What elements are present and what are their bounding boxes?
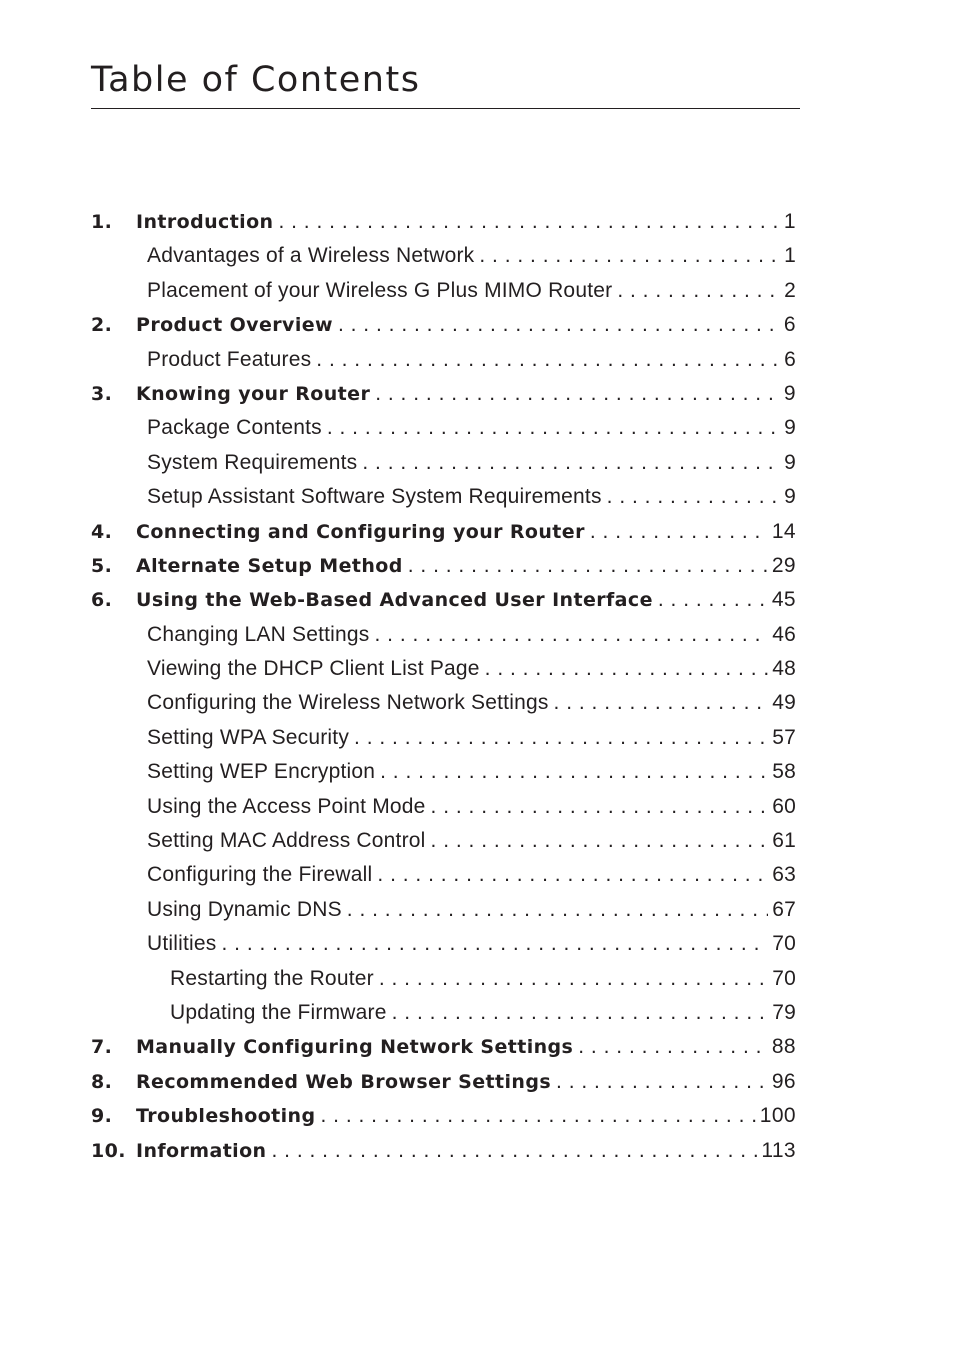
toc-section[interactable]: [91, 927, 796, 961]
toc-entry-label: Knowing your Router: [136, 382, 371, 405]
toc-entry-label: Updating the Firmware: [170, 1000, 387, 1024]
toc-section[interactable]: [91, 239, 796, 273]
toc-section[interactable]: [91, 858, 796, 892]
toc-entry-page-number: 57: [772, 725, 796, 749]
toc-section[interactable]: [91, 411, 796, 445]
toc-entry-label: Setting WEP Encryption: [147, 760, 376, 784]
toc-entry-label: System Requirements: [147, 450, 358, 474]
toc-entry-page-number: 9: [783, 381, 796, 405]
toc-entry-number: 2.: [91, 314, 113, 337]
toc-dot-leader: [327, 411, 780, 445]
toc-entry-label: Introduction: [136, 211, 274, 233]
toc-entry-label: Changing LAN Settings: [147, 622, 370, 646]
toc-dot-leader: [392, 996, 769, 1030]
toc-entry-page-number: 61: [772, 829, 796, 853]
toc-chapter[interactable]: [91, 549, 796, 583]
toc-dot-leader: [354, 721, 768, 755]
toc-entry-label: Setup Assistant Software System Requirements: [147, 485, 602, 509]
toc-entry-label: Viewing the DHCP Client List Page: [147, 657, 480, 681]
toc-entry-page-number: 88: [771, 1035, 796, 1059]
toc-entry-label: Setting MAC Address Control: [147, 829, 426, 853]
toc-section[interactable]: [91, 618, 796, 652]
toc-dot-leader: [431, 790, 769, 824]
toc-dot-leader: [347, 893, 768, 927]
toc-entry-number: 10.: [91, 1139, 126, 1162]
toc-section[interactable]: [91, 446, 796, 480]
toc-entry-label: Placement of your Wireless G Plus MIMO Router: [147, 278, 613, 302]
toc-dot-leader: [380, 755, 768, 789]
toc-chapter[interactable]: [91, 515, 796, 549]
toc-chapter[interactable]: [91, 1134, 796, 1168]
toc-entry-page-number: 49: [772, 691, 796, 715]
toc-entry-label: Manually Configuring Network Settings: [136, 1036, 574, 1059]
toc-dot-leader: [431, 824, 769, 858]
toc-entry-page-number: 48: [772, 657, 796, 681]
toc-section[interactable]: [91, 893, 796, 927]
toc-entry-number: 1.: [91, 211, 113, 233]
toc-dot-leader: [377, 858, 768, 892]
toc-entry-number: 7.: [91, 1036, 113, 1059]
toc-chapter[interactable]: [91, 308, 796, 342]
toc-entry-page-number: 14: [771, 519, 796, 543]
toc-section[interactable]: [91, 962, 796, 996]
toc-dot-leader: [479, 239, 780, 273]
toc-dot-leader: [379, 962, 768, 996]
toc-section[interactable]: [91, 343, 796, 377]
toc-dot-leader: [375, 377, 780, 411]
toc-section[interactable]: [91, 824, 796, 858]
page-title: Table of Contents: [91, 60, 421, 100]
toc-dot-leader: [554, 686, 769, 720]
toc-entry-label: Using the Access Point Mode: [147, 794, 426, 818]
toc-entry-label: Using Dynamic DNS: [147, 897, 342, 921]
toc-dot-leader: [607, 480, 780, 514]
toc-entry-page-number: 1: [784, 244, 796, 268]
toc-entry-label: Troubleshooting: [136, 1105, 316, 1128]
toc-entry-page-number: 70: [772, 966, 796, 990]
table-of-contents: [91, 205, 796, 1168]
toc-entry-page-number: 96: [771, 1069, 796, 1093]
toc-entry-label: Alternate Setup Method: [136, 554, 403, 577]
toc-entry-label: Setting WPA Security: [147, 725, 350, 749]
toc-entry-page-number: 70: [772, 932, 796, 956]
toc-dot-leader: [278, 205, 779, 239]
toc-dot-leader: [408, 549, 768, 583]
toc-entry-page-number: 9: [784, 416, 796, 440]
toc-entry-label: Using the Web-Based Advanced User Interface: [136, 589, 653, 612]
toc-chapter[interactable]: [91, 1099, 796, 1133]
toc-entry-number: 4.: [91, 520, 113, 543]
toc-dot-leader: [338, 308, 780, 342]
toc-section[interactable]: [91, 755, 796, 789]
toc-dot-leader: [590, 515, 768, 549]
toc-entry-label: Advantages of a Wireless Network: [147, 244, 475, 268]
toc-chapter[interactable]: [91, 205, 796, 239]
toc-entry-page-number: 9: [784, 485, 796, 509]
toc-section[interactable]: [91, 652, 796, 686]
toc-dot-leader: [362, 446, 780, 480]
toc-chapter[interactable]: [91, 583, 796, 617]
toc-entry-page-number: 60: [772, 794, 796, 818]
title-divider: [91, 108, 800, 109]
toc-entry-page-number: 6: [783, 313, 796, 337]
toc-entry-label: Product Overview: [136, 314, 333, 337]
toc-section[interactable]: [91, 721, 796, 755]
toc-dot-leader: [485, 652, 769, 686]
toc-entry-label: Product Features: [147, 347, 312, 371]
toc-entry-number: 3.: [91, 382, 113, 405]
toc-entry-number: 9.: [91, 1105, 113, 1128]
toc-entry-label: Restarting the Router: [170, 966, 374, 990]
toc-entry-label: Configuring the Firewall: [147, 863, 373, 887]
toc-entry-page-number: 9: [784, 450, 796, 474]
toc-dot-leader: [617, 274, 780, 308]
toc-chapter[interactable]: [91, 377, 796, 411]
toc-section[interactable]: [91, 274, 796, 308]
toc-dot-leader: [556, 1065, 768, 1099]
toc-chapter[interactable]: [91, 1030, 796, 1064]
toc-chapter[interactable]: [91, 1065, 796, 1099]
toc-dot-leader: [578, 1030, 768, 1064]
toc-section[interactable]: [91, 480, 796, 514]
toc-dot-leader: [375, 618, 769, 652]
toc-entry-number: 5.: [91, 554, 113, 577]
toc-dot-leader: [271, 1134, 757, 1168]
toc-entry-label: Connecting and Configuring your Router: [136, 520, 585, 543]
toc-entry-label: Configuring the Wireless Network Settings: [147, 691, 549, 715]
toc-entry-label: Information: [136, 1139, 267, 1162]
toc-section[interactable]: [91, 686, 796, 720]
toc-section[interactable]: [91, 790, 796, 824]
toc-entry-label: Package Contents: [147, 416, 322, 440]
toc-entry-page-number: 100: [759, 1104, 796, 1128]
toc-entry-page-number: 45: [771, 588, 796, 612]
toc-entry-number: 6.: [91, 589, 113, 612]
toc-entry-page-number: 2: [784, 278, 796, 302]
toc-entry-page-number: 58: [772, 760, 796, 784]
toc-entry-page-number: 46: [772, 622, 796, 646]
toc-entry-page-number: 63: [772, 863, 796, 887]
toc-section[interactable]: [91, 996, 796, 1030]
toc-entry-label: Utilities: [147, 932, 217, 956]
toc-dot-leader: [316, 343, 780, 377]
toc-entry-page-number: 67: [772, 897, 796, 921]
toc-dot-leader: [658, 583, 768, 617]
toc-entry-number: 8.: [91, 1070, 113, 1093]
toc-dot-leader: [221, 927, 768, 961]
toc-entry-page-number: 29: [771, 553, 796, 577]
toc-entry-page-number: 79: [772, 1000, 796, 1024]
toc-entry-page-number: 1: [783, 210, 796, 233]
toc-entry-label: Recommended Web Browser Settings: [136, 1070, 552, 1093]
toc-entry-page-number: 113: [761, 1138, 796, 1162]
toc-entry-page-number: 6: [784, 347, 796, 371]
toc-dot-leader: [321, 1099, 756, 1133]
